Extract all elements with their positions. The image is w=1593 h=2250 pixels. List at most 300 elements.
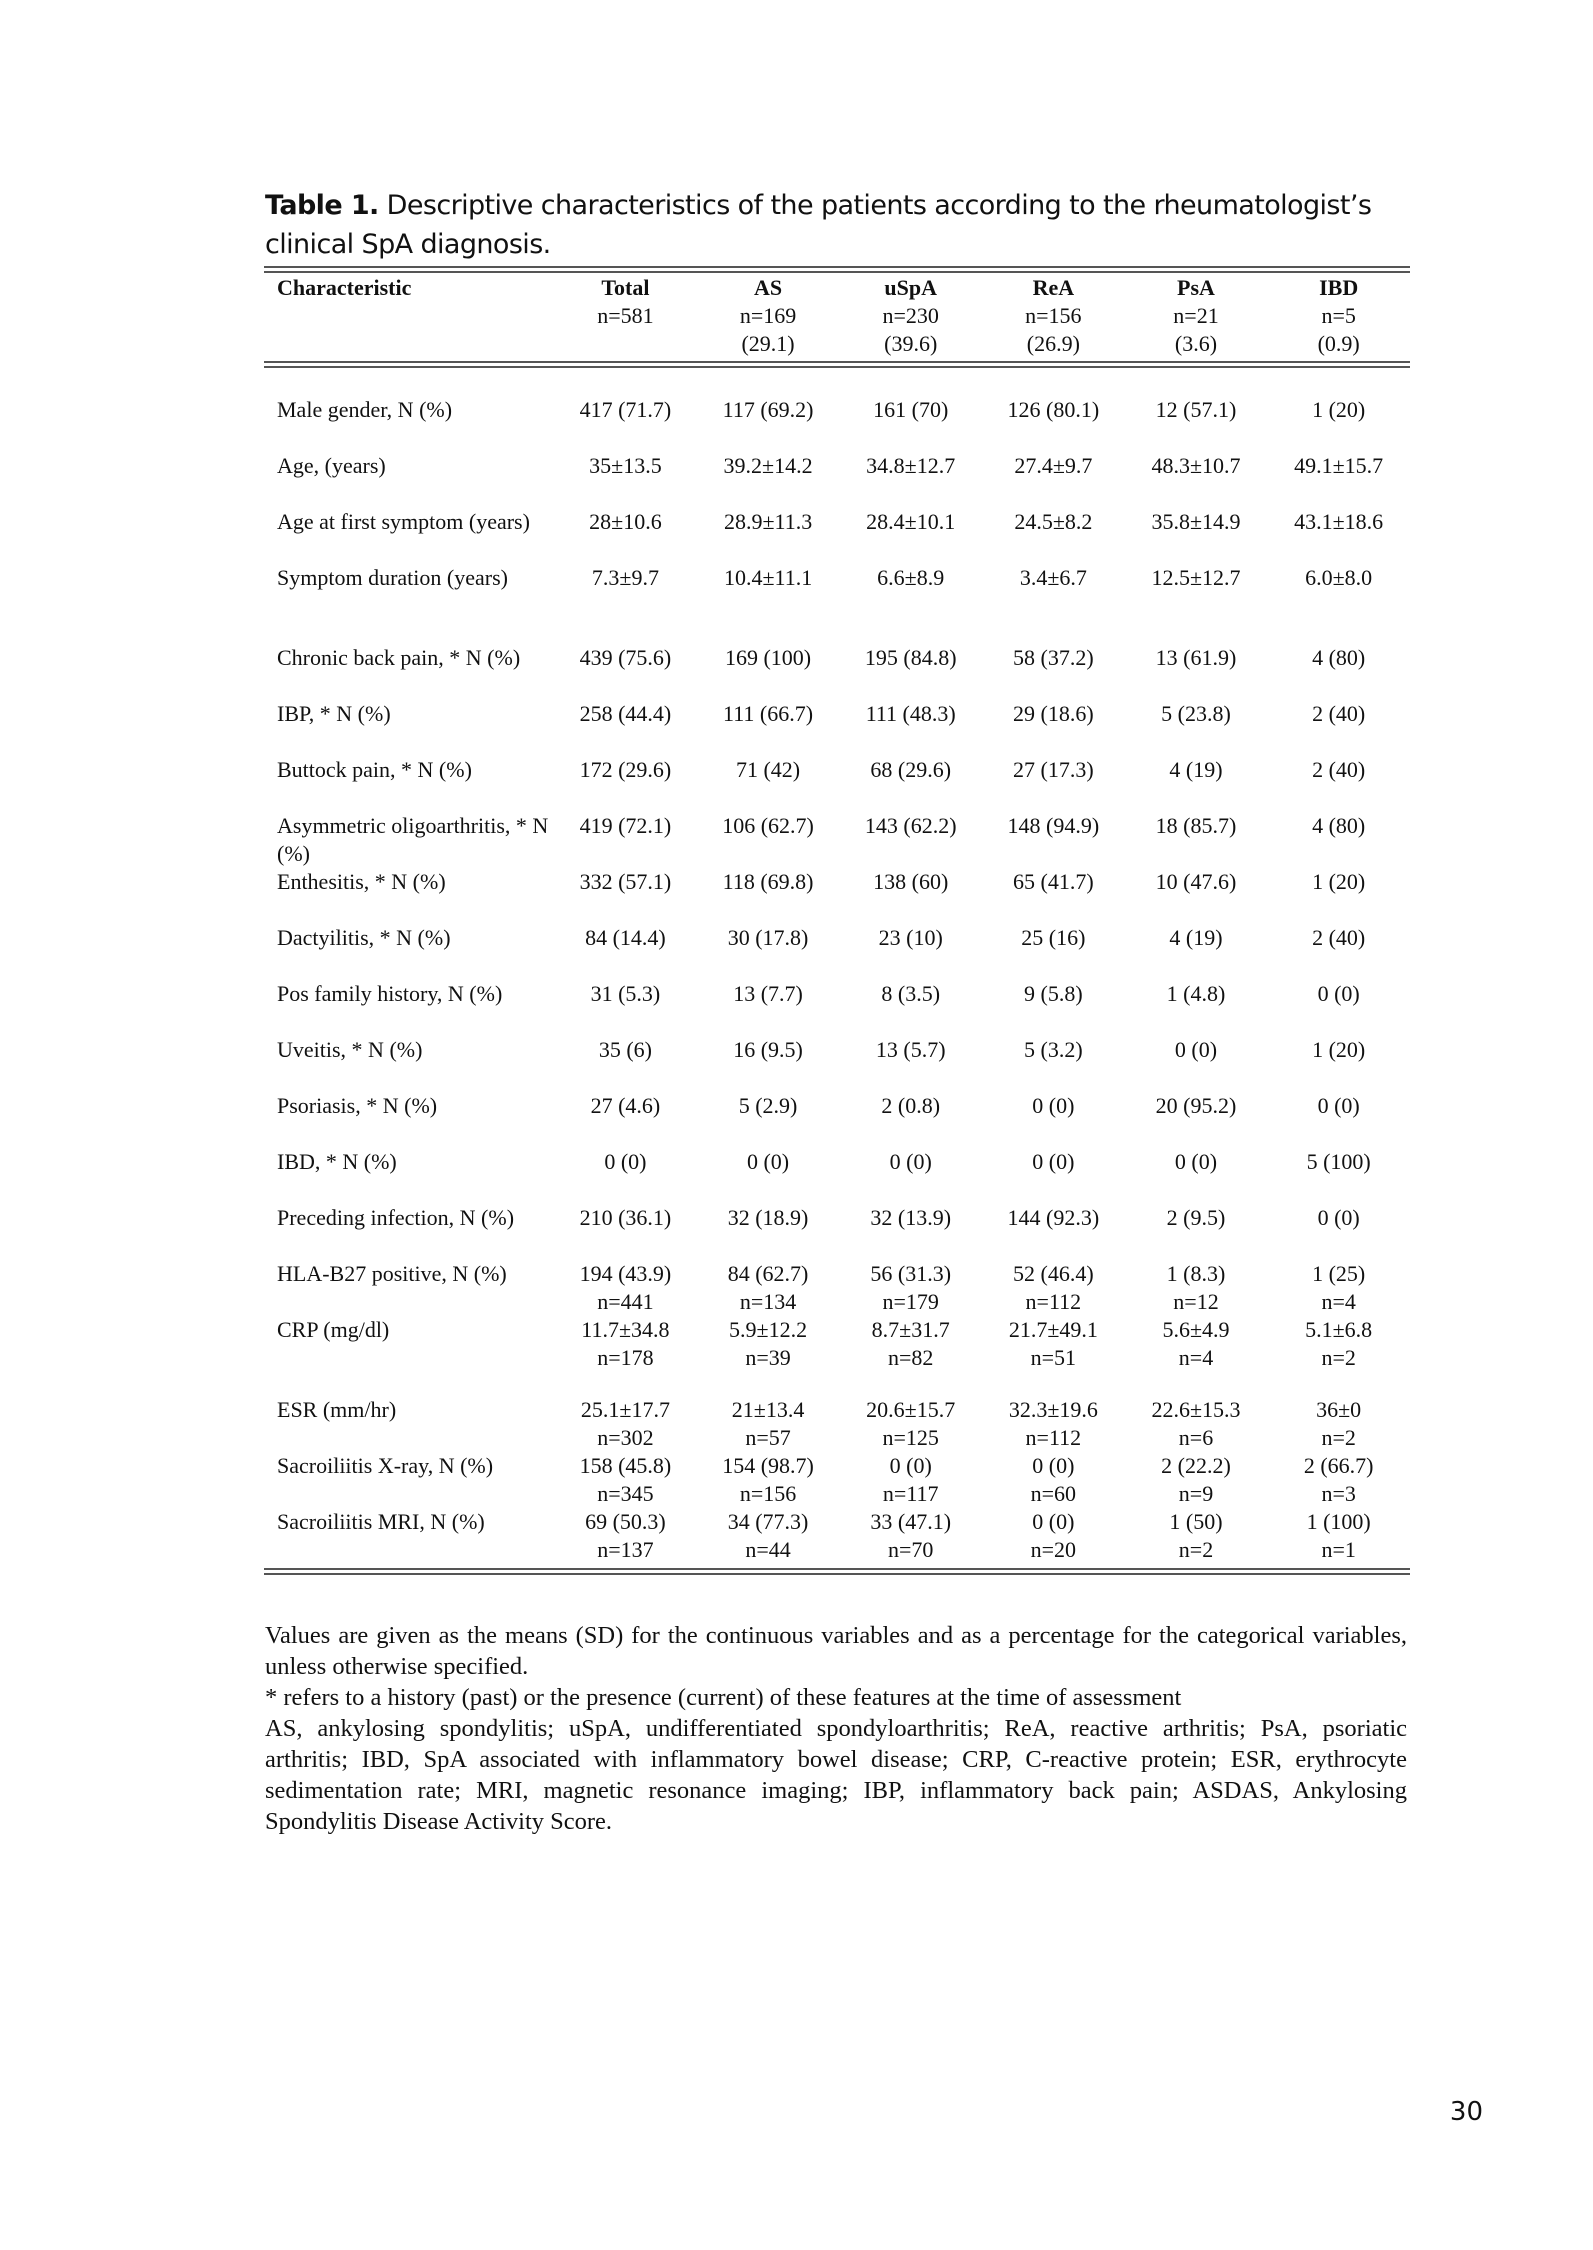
cell-n: n=134 <box>739 1289 797 1314</box>
cell-n: n=51 <box>1030 1345 1077 1370</box>
cell-value: 5 (3.2) <box>1024 1037 1083 1062</box>
cell-n: n=137 <box>597 1537 654 1562</box>
row-cell <box>839 812 982 868</box>
row-cell <box>982 756 1125 812</box>
row-cell <box>839 1508 982 1572</box>
row-cell <box>1267 508 1410 564</box>
cell-value: 12 (57.1) <box>1155 397 1237 422</box>
row-cell <box>554 1508 697 1572</box>
row-cell <box>982 1036 1125 1092</box>
row-cell <box>982 700 1125 756</box>
row-cell <box>982 1260 1125 1316</box>
row-label: Sacroiliitis X-ray, N (%) <box>277 1453 494 1478</box>
cell-value: 0 (0) <box>1032 1149 1075 1174</box>
note-asterisk: * refers to a history (past) or the presence (current) of these features at the time of assessment <box>265 1684 1182 1711</box>
row-cell <box>1125 1260 1268 1316</box>
cell-n: n=4 <box>1178 1345 1214 1370</box>
table-notes <box>265 1620 1407 1837</box>
cell-value: 30 (17.8) <box>727 925 809 950</box>
row-cell <box>554 1316 697 1372</box>
row-cell <box>1125 620 1268 700</box>
group-name: ReA <box>1032 275 1075 300</box>
cell-value: 52 (46.4) <box>1013 1261 1094 1286</box>
row-cell <box>697 452 840 508</box>
group-name: Total <box>601 275 650 300</box>
row-cell <box>839 1092 982 1148</box>
cell-value: 43.1±18.6 <box>1294 509 1384 534</box>
row-cell <box>982 365 1125 453</box>
table-caption-label: Table 1. <box>265 190 379 221</box>
cell-n: n=117 <box>882 1481 939 1506</box>
row-cell <box>554 980 697 1036</box>
cell-value: 0 (0) <box>1174 1149 1218 1174</box>
cell-value: 118 (69.8) <box>722 869 814 894</box>
cell-value: 6.0±8.0 <box>1305 565 1373 590</box>
row-cell <box>697 1508 840 1572</box>
row-cell <box>839 756 982 812</box>
group-n: n=169 <box>739 303 797 328</box>
cell-value: 36±0 <box>1316 1397 1362 1422</box>
cell-value: 2 (40) <box>1312 701 1366 726</box>
row-cell <box>982 452 1125 508</box>
cell-value: 58 (37.2) <box>1013 645 1094 670</box>
row-cell <box>839 980 982 1036</box>
row-cell <box>1125 1316 1268 1372</box>
row-cell <box>697 620 840 700</box>
row-cell <box>839 868 982 924</box>
cell-value: 158 (45.8) <box>579 1453 672 1478</box>
row-cell <box>554 452 697 508</box>
cell-value: 13 (61.9) <box>1155 645 1237 670</box>
cell-n: n=179 <box>882 1289 939 1314</box>
cell-value: 84 (62.7) <box>727 1261 809 1286</box>
cell-value: 5 (2.9) <box>738 1093 798 1118</box>
cell-value: 143 (62.2) <box>864 813 957 838</box>
row-cell <box>982 1316 1125 1372</box>
cell-n: n=345 <box>597 1481 654 1506</box>
cell-value: 0 (0) <box>1317 981 1360 1006</box>
row-cell <box>1125 1508 1268 1572</box>
header-group-uspa <box>839 270 982 360</box>
cell-value: 161 (70) <box>873 397 949 422</box>
row-label: Asymmetric oligoarthritis, * N (%) <box>277 813 549 866</box>
row-label: IBD, * N (%) <box>277 1149 397 1174</box>
cell-value: 18 (85.7) <box>1155 813 1237 838</box>
cell-value: 0 (0) <box>604 1149 647 1174</box>
row-label: HLA-B27 positive, N (%) <box>277 1261 507 1286</box>
group-name: AS <box>754 275 783 300</box>
cell-value: 148 (94.9) <box>1007 813 1100 838</box>
cell-value: 1 (100) <box>1306 1509 1371 1534</box>
cell-value: 25.1±17.7 <box>580 1397 670 1422</box>
cell-value: 0 (0) <box>889 1149 932 1174</box>
cell-value: 172 (29.6) <box>579 757 672 782</box>
row-cell <box>697 564 840 620</box>
cell-n: n=1 <box>1321 1537 1356 1562</box>
cell-value: 194 (43.9) <box>579 1261 672 1286</box>
row-cell <box>554 812 697 868</box>
cell-value: 419 (72.1) <box>579 813 672 838</box>
cell-n: n=125 <box>882 1425 939 1450</box>
cell-value: 69 (50.3) <box>585 1509 666 1534</box>
characteristics-table <box>264 266 1410 1575</box>
row-cell <box>1267 564 1410 620</box>
cell-value: 2 (9.5) <box>1166 1205 1226 1230</box>
cell-value: 7.3±9.7 <box>591 565 659 590</box>
note-values: Values are given as the means (SD) for the continuous variables and as a percentage for the categorical variables, unless otherwise specified. <box>265 1622 1407 1680</box>
group-pct: (29.1) <box>741 331 795 356</box>
table-row <box>264 868 1410 924</box>
cell-value: 1 (4.8) <box>1166 981 1226 1006</box>
row-cell <box>982 1508 1125 1572</box>
cell-n: n=2 <box>1321 1345 1356 1370</box>
cell-value: 31 (5.3) <box>590 981 661 1006</box>
row-cell <box>1267 452 1410 508</box>
cell-value: 5 (100) <box>1306 1149 1371 1174</box>
row-label: Chronic back pain, * N (%) <box>277 645 521 670</box>
cell-n: n=12 <box>1173 1289 1219 1314</box>
cell-n: n=20 <box>1030 1537 1077 1562</box>
cell-value: 126 (80.1) <box>1007 397 1100 422</box>
cell-value: 169 (100) <box>724 645 812 670</box>
row-cell <box>697 1316 840 1372</box>
cell-value: 1 (20) <box>1312 397 1366 422</box>
row-label: Enthesitis, * N (%) <box>277 869 446 894</box>
cell-value: 12.5±12.7 <box>1151 565 1241 590</box>
cell-value: 0 (0) <box>1174 1037 1218 1062</box>
row-cell <box>1267 1036 1410 1092</box>
row-cell <box>839 1204 982 1260</box>
row-cell <box>1267 1148 1410 1204</box>
table-row <box>264 1260 1410 1316</box>
row-label: Male gender, N (%) <box>277 397 453 422</box>
row-label: Pos family history, N (%) <box>277 981 503 1006</box>
table-row <box>264 1148 1410 1204</box>
cell-value: 111 (48.3) <box>865 701 956 726</box>
header-group-psa <box>1125 270 1268 360</box>
row-cell <box>1125 564 1268 620</box>
table-row <box>264 700 1410 756</box>
row-cell <box>554 1372 697 1452</box>
header-characteristic: Characteristic <box>264 270 554 360</box>
table-row <box>264 452 1410 508</box>
row-cell <box>1125 700 1268 756</box>
cell-value: 2 (66.7) <box>1303 1453 1374 1478</box>
cell-value: 11.7±34.8 <box>581 1317 670 1342</box>
row-cell <box>839 365 982 453</box>
group-n: n=5 <box>1321 303 1356 328</box>
row-cell <box>697 980 840 1036</box>
cell-n: n=57 <box>745 1425 791 1450</box>
cell-value: 0 (0) <box>1317 1093 1360 1118</box>
cell-n: n=6 <box>1178 1425 1214 1450</box>
row-cell <box>697 868 840 924</box>
cell-value: 10.4±11.1 <box>723 565 813 590</box>
cell-value: 8 (3.5) <box>881 981 941 1006</box>
row-cell <box>697 1260 840 1316</box>
table-row <box>264 756 1410 812</box>
row-cell <box>982 508 1125 564</box>
cell-value: 22.6±15.3 <box>1151 1397 1241 1422</box>
group-pct: (3.6) <box>1174 331 1218 356</box>
row-cell <box>982 1092 1125 1148</box>
row-cell <box>697 1452 840 1508</box>
row-cell <box>554 1452 697 1508</box>
row-cell <box>839 700 982 756</box>
cell-value: 28.4±10.1 <box>866 509 956 534</box>
cell-value: 13 (7.7) <box>733 981 803 1006</box>
row-cell <box>982 1204 1125 1260</box>
cell-value: 0 (0) <box>1317 1205 1360 1230</box>
row-label: Psoriasis, * N (%) <box>277 1093 438 1118</box>
cell-value: 195 (84.8) <box>864 645 957 670</box>
cell-value: 68 (29.6) <box>870 757 952 782</box>
row-cell <box>982 868 1125 924</box>
row-cell <box>1125 1092 1268 1148</box>
row-cell <box>1267 924 1410 980</box>
cell-value: 138 (60) <box>873 869 949 894</box>
row-cell <box>1125 756 1268 812</box>
row-cell <box>1267 1092 1410 1148</box>
row-cell <box>839 1036 982 1092</box>
row-cell <box>1125 1036 1268 1092</box>
row-cell <box>839 508 982 564</box>
cell-value: 32.3±19.6 <box>1008 1397 1098 1422</box>
cell-value: 35.8±14.9 <box>1151 509 1241 534</box>
cell-value: 8.7±31.7 <box>871 1317 950 1342</box>
table-row <box>264 812 1410 868</box>
row-cell <box>697 1036 840 1092</box>
table-row <box>264 1316 1410 1372</box>
row-cell <box>1125 812 1268 868</box>
cell-n: n=9 <box>1178 1481 1214 1506</box>
cell-value: 29 (18.6) <box>1013 701 1094 726</box>
cell-value: 23 (10) <box>878 925 943 950</box>
cell-value: 1 (8.3) <box>1166 1261 1226 1286</box>
row-label: CRP (mg/dl) <box>277 1317 390 1342</box>
row-cell <box>839 1316 982 1372</box>
row-cell <box>554 868 697 924</box>
cell-value: 2 (22.2) <box>1161 1453 1231 1478</box>
row-cell <box>554 1204 697 1260</box>
cell-n: n=2 <box>1178 1537 1214 1562</box>
group-name: uSpA <box>884 275 937 300</box>
row-label: Symptom duration (years) <box>277 565 508 590</box>
row-cell <box>839 564 982 620</box>
cell-n: n=44 <box>745 1537 791 1562</box>
header-group-as <box>697 270 840 360</box>
row-cell <box>1125 1372 1268 1452</box>
table-caption <box>265 186 1405 264</box>
cell-value: 35 (6) <box>598 1037 652 1062</box>
group-name: IBD <box>1319 275 1359 300</box>
row-cell <box>839 1372 982 1452</box>
table-row <box>264 1092 1410 1148</box>
row-cell <box>1125 980 1268 1036</box>
cell-n: n=3 <box>1321 1481 1356 1506</box>
row-cell <box>982 1452 1125 1508</box>
row-cell <box>697 365 840 453</box>
row-cell <box>839 452 982 508</box>
cell-value: 3.4±6.7 <box>1019 565 1087 590</box>
row-cell <box>554 1148 697 1204</box>
cell-value: 13 (5.7) <box>875 1037 946 1062</box>
cell-value: 5.1±6.8 <box>1305 1317 1373 1342</box>
row-cell <box>1267 365 1410 453</box>
row-cell <box>697 1148 840 1204</box>
cell-value: 27 (4.6) <box>590 1093 661 1118</box>
table-row <box>264 620 1410 700</box>
cell-value: 439 (75.6) <box>579 645 672 670</box>
page-number: 30 <box>1449 2097 1483 2127</box>
row-cell <box>839 1260 982 1316</box>
cell-value: 39.2±14.2 <box>723 453 813 478</box>
row-cell <box>1267 756 1410 812</box>
row-cell <box>697 1204 840 1260</box>
table-row <box>264 365 1410 453</box>
row-cell <box>982 924 1125 980</box>
row-cell <box>1267 1452 1410 1508</box>
row-cell <box>554 508 697 564</box>
row-cell <box>554 756 697 812</box>
cell-n: n=441 <box>597 1289 654 1314</box>
cell-value: 32 (13.9) <box>870 1205 952 1230</box>
cell-value: 21±13.4 <box>731 1397 805 1422</box>
cell-value: 35±13.5 <box>589 453 662 478</box>
cell-value: 1 (20) <box>1312 869 1366 894</box>
table-row <box>264 564 1410 620</box>
header-group-total <box>554 270 697 360</box>
cell-value: 6.6±8.9 <box>877 565 945 590</box>
row-cell <box>839 620 982 700</box>
row-cell <box>697 700 840 756</box>
group-n: n=21 <box>1173 303 1219 328</box>
row-cell <box>554 1092 697 1148</box>
row-cell <box>839 1452 982 1508</box>
cell-value: 144 (92.3) <box>1007 1205 1100 1230</box>
row-label: Age at first symptom (years) <box>277 509 530 534</box>
row-cell <box>554 620 697 700</box>
cell-n: n=156 <box>739 1481 797 1506</box>
cell-value: 21.7±49.1 <box>1008 1317 1098 1342</box>
cell-value: 27 (17.3) <box>1013 757 1094 782</box>
row-cell <box>697 1372 840 1452</box>
cell-value: 0 (0) <box>1032 1453 1075 1478</box>
table-row <box>264 980 1410 1036</box>
row-cell <box>1267 1508 1410 1572</box>
cell-value: 65 (41.7) <box>1013 869 1094 894</box>
table-row <box>264 1508 1410 1572</box>
row-cell <box>697 924 840 980</box>
row-cell <box>697 1092 840 1148</box>
row-cell <box>1267 812 1410 868</box>
cell-value: 27.4±9.7 <box>1014 453 1093 478</box>
row-cell <box>554 700 697 756</box>
header-group-rea <box>982 270 1125 360</box>
row-cell <box>1267 1260 1410 1316</box>
row-cell <box>1125 1452 1268 1508</box>
row-cell <box>1125 1148 1268 1204</box>
cell-value: 20.6±15.7 <box>866 1397 956 1422</box>
row-cell <box>1125 868 1268 924</box>
row-label: Dactyilitis, * N (%) <box>277 925 451 950</box>
cell-value: 0 (0) <box>746 1149 790 1174</box>
table-row <box>264 924 1410 980</box>
group-n: n=156 <box>1025 303 1082 328</box>
cell-value: 28±10.6 <box>589 509 662 534</box>
cell-value: 49.1±15.7 <box>1294 453 1384 478</box>
header-group-ibd <box>1267 270 1410 360</box>
table-body <box>264 365 1410 1572</box>
cell-value: 2 (0.8) <box>881 1093 941 1118</box>
row-cell <box>982 980 1125 1036</box>
cell-value: 1 (50) <box>1169 1509 1223 1534</box>
row-cell <box>697 756 840 812</box>
cell-value: 20 (95.2) <box>1155 1093 1237 1118</box>
row-label: Buttock pain, * N (%) <box>277 757 472 782</box>
row-label: Preceding infection, N (%) <box>277 1205 515 1230</box>
cell-value: 4 (19) <box>1169 925 1223 950</box>
cell-value: 34 (77.3) <box>727 1509 809 1534</box>
cell-value: 4 (80) <box>1312 645 1366 670</box>
row-cell <box>1125 924 1268 980</box>
cell-value: 111 (66.7) <box>723 701 814 726</box>
cell-value: 154 (98.7) <box>722 1453 814 1478</box>
row-cell <box>697 812 840 868</box>
row-cell <box>982 1372 1125 1452</box>
row-cell <box>697 508 840 564</box>
cell-value: 106 (62.7) <box>722 813 814 838</box>
cell-value: 117 (69.2) <box>722 397 814 422</box>
row-cell <box>554 564 697 620</box>
cell-n: n=112 <box>1025 1289 1082 1314</box>
cell-value: 34.8±12.7 <box>866 453 956 478</box>
cell-n: n=82 <box>888 1345 934 1370</box>
row-cell <box>982 1148 1125 1204</box>
row-cell <box>982 564 1125 620</box>
cell-value: 0 (0) <box>889 1453 932 1478</box>
cell-value: 4 (19) <box>1169 757 1223 782</box>
table-row <box>264 1036 1410 1092</box>
table-row <box>264 508 1410 564</box>
row-cell <box>1125 452 1268 508</box>
cell-value: 25 (16) <box>1021 925 1086 950</box>
row-label: Sacroiliitis MRI, N (%) <box>264 1508 554 1572</box>
row-cell <box>982 812 1125 868</box>
cell-n: n=178 <box>597 1345 654 1370</box>
table-row <box>264 1452 1410 1508</box>
row-cell <box>1125 365 1268 453</box>
cell-value: 16 (9.5) <box>733 1037 803 1062</box>
group-pct: (39.6) <box>884 331 938 356</box>
row-cell <box>1267 868 1410 924</box>
cell-value: 4 (80) <box>1312 813 1366 838</box>
cell-n: n=112 <box>1025 1425 1082 1450</box>
row-cell <box>1267 980 1410 1036</box>
row-cell <box>1267 1372 1410 1452</box>
cell-value: 210 (36.1) <box>579 1205 672 1230</box>
row-cell <box>839 924 982 980</box>
table-row <box>264 1372 1410 1452</box>
cell-value: 33 (47.1) <box>870 1509 952 1534</box>
row-label: IBP, * N (%) <box>277 701 391 726</box>
group-name: PsA <box>1177 275 1215 300</box>
row-label: ESR (mm/hr) <box>277 1397 397 1422</box>
row-cell <box>1125 508 1268 564</box>
row-cell <box>1267 1204 1410 1260</box>
row-cell <box>1267 700 1410 756</box>
cell-value: 28.9±11.3 <box>723 509 813 534</box>
